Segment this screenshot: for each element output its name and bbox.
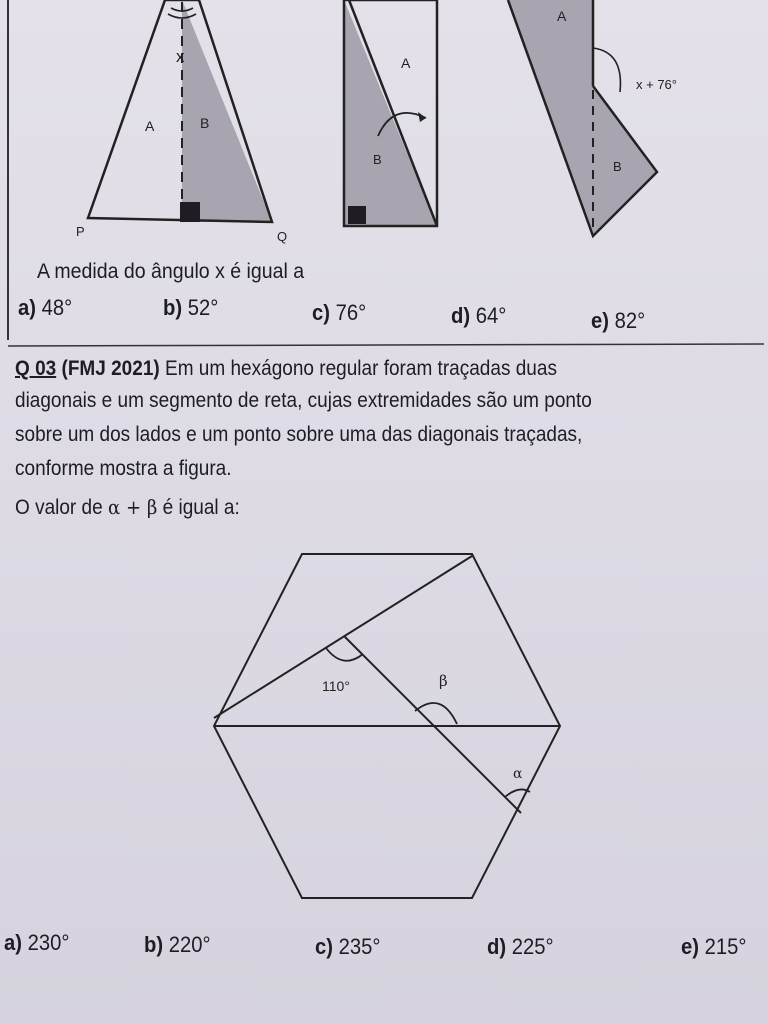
- q3-number: Q 03: [15, 357, 57, 380]
- figure-folded-shape: [508, 0, 677, 236]
- label-p: P: [76, 224, 85, 239]
- option-value: 82°: [614, 308, 646, 333]
- label-x: x: [176, 47, 185, 66]
- option-value: 64°: [475, 303, 507, 328]
- figure-rectangle-fold: [344, 0, 437, 226]
- q2-option-a[interactable]: [18, 295, 72, 321]
- option-value: 76°: [335, 300, 367, 325]
- q3-question-prefix: O valor de: [15, 496, 103, 519]
- option-value: 215°: [704, 934, 747, 959]
- figure-hexagon: [214, 554, 560, 898]
- option-value: 52°: [187, 295, 219, 320]
- label-angle: x + 76°: [636, 77, 677, 92]
- q3-option-a[interactable]: [4, 930, 70, 956]
- option-value: 48°: [41, 295, 73, 320]
- q2-option-b[interactable]: [163, 295, 218, 321]
- option-label: d): [451, 303, 471, 328]
- label-a: A: [557, 8, 567, 24]
- option-label: c): [312, 300, 330, 325]
- right-angle-mark: [348, 206, 366, 224]
- option-label: e): [681, 934, 699, 959]
- option-value: 220°: [168, 932, 211, 957]
- label-beta: β: [439, 672, 448, 690]
- q3-line-1: [15, 352, 739, 385]
- q3-line-2: diagonais e um segmento de reta, cujas extremidades são um ponto: [15, 389, 592, 412]
- label-q: Q: [277, 229, 288, 244]
- option-value: 235°: [338, 934, 381, 959]
- option-label: c): [315, 934, 333, 959]
- q3-text: Em um hexágono regular foram traçadas duas: [165, 357, 557, 380]
- q3-option-e[interactable]: [681, 934, 747, 960]
- q3-source: (FMJ 2021): [61, 357, 160, 380]
- question-divider: [8, 344, 764, 346]
- shaded-region-b: [182, 0, 272, 222]
- q2-prompt: A medida do ângulo x é igual a: [37, 260, 305, 283]
- q2-option-d[interactable]: [451, 303, 506, 329]
- option-label: a): [18, 295, 36, 320]
- label-a: A: [145, 118, 155, 134]
- q3-line-4: conforme mostra a figura.: [15, 457, 232, 480]
- q3-option-b[interactable]: [144, 932, 211, 958]
- q3-question-expr: α + β: [107, 495, 158, 519]
- angle-arc: [593, 48, 620, 92]
- label-alpha: α: [513, 766, 523, 782]
- figure-triangle-pq: [76, 0, 287, 244]
- right-angle-mark: [180, 202, 200, 222]
- option-label: e): [591, 308, 609, 333]
- option-value: 230°: [27, 930, 70, 955]
- q2-option-c[interactable]: [312, 300, 366, 326]
- option-value: 225°: [511, 934, 554, 959]
- label-b: B: [373, 152, 382, 167]
- q3-line-3: sobre um dos lados e um ponto sobre uma das diagonais traçadas,: [15, 423, 583, 446]
- label-110: 110°: [322, 678, 350, 694]
- option-label: d): [487, 934, 507, 959]
- label-b: B: [613, 159, 622, 174]
- q3-question: [15, 491, 739, 524]
- q2-option-e[interactable]: [591, 308, 645, 334]
- option-label: b): [163, 295, 183, 320]
- q3-option-c[interactable]: [315, 934, 381, 960]
- option-label: b): [144, 932, 164, 957]
- label-b: B: [200, 115, 210, 131]
- q3-option-d[interactable]: [487, 934, 554, 960]
- q3-question-suffix: é igual a:: [162, 496, 240, 519]
- option-label: a): [4, 930, 22, 955]
- segment: [344, 636, 521, 813]
- label-a: A: [401, 55, 411, 71]
